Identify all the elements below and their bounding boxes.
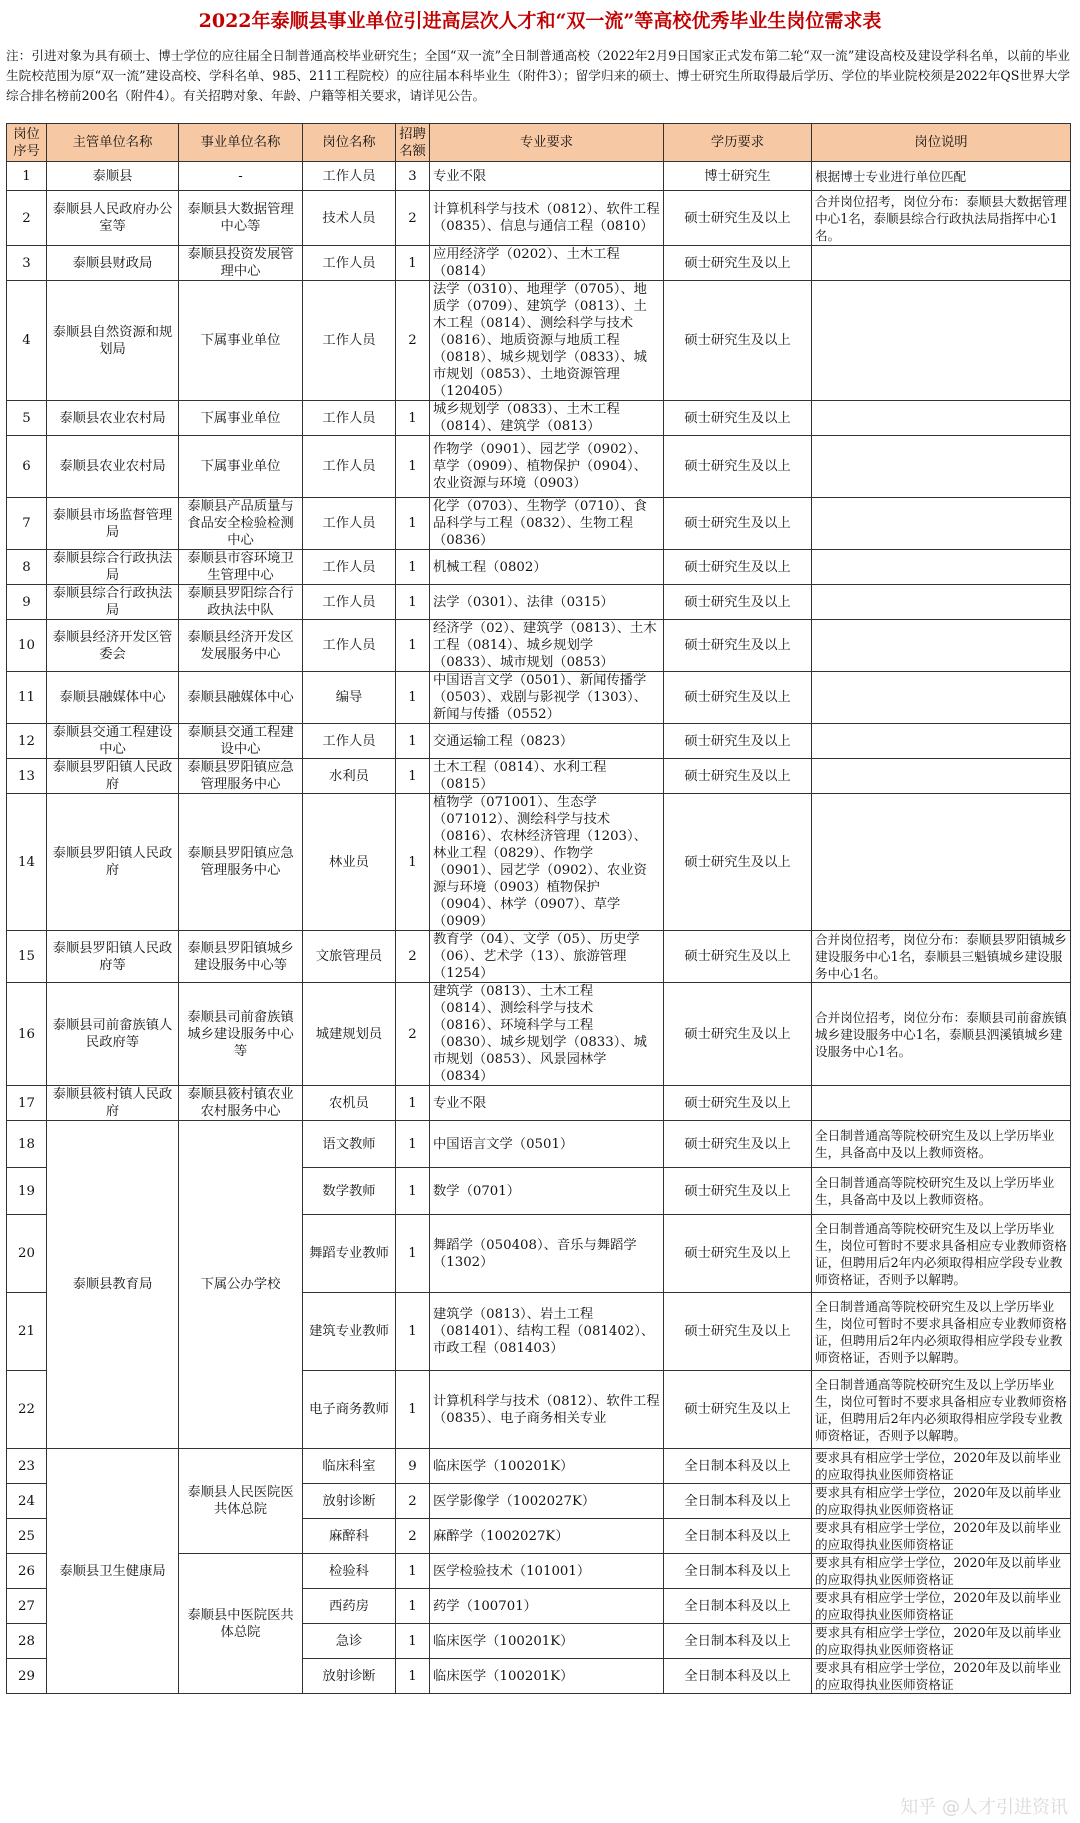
hire-count: 1 [396,794,430,931]
table-row [7,585,1071,620]
post-description [812,672,1071,724]
unit-name: 泰顺县罗阳综合行政执法中队 [179,585,303,620]
dept-name: 泰顺县卫生健康局 [47,1449,179,1694]
post-name: 工作人员 [303,281,396,401]
row-number: 10 [7,620,47,672]
hire-count: 2 [396,1484,430,1519]
dept-name: 泰顺县司前畲族镇人民政府等 [47,983,179,1086]
dept-name: 泰顺县教育局 [47,1121,179,1449]
post-name: 城建规划员 [303,983,396,1086]
post-name: 技术人员 [303,191,396,246]
dept-name: 泰顺县市场监督管理局 [47,498,179,550]
post-description [812,550,1071,585]
hire-count: 1 [396,246,430,281]
education-requirement: 全日制本科及以上 [664,1519,812,1554]
education-requirement: 硕士研究生及以上 [664,759,812,794]
major-requirement: 植物学（071001）、生态学（071012）、测绘科学与技术（0816）、农林经济管理（1203）、林业工程（0829）、作物学（0901）、园艺学（0902）、农业资源与环境（0903）植物保护（0904）、林学（0907）、草学（0909） [430,794,664,931]
major-requirement: 麻醉学（1002027K） [430,1519,664,1554]
education-requirement: 硕士研究生及以上 [664,191,812,246]
major-requirement: 城乡规划学（0833）、土木工程（0814）、建筑学（0813） [430,401,664,436]
education-requirement: 博士研究生 [664,162,812,191]
post-name: 放射诊断 [303,1484,396,1519]
column-header: 招聘名额 [396,124,430,162]
post-description [812,794,1071,931]
post-name: 建筑专业教师 [303,1293,396,1371]
column-header: 事业单位名称 [179,124,303,162]
column-header: 岗位序号 [7,124,47,162]
post-name: 工作人员 [303,585,396,620]
hire-count: 1 [396,1554,430,1589]
dept-name: 泰顺县自然资源和规划局 [47,281,179,401]
unit-name: 泰顺县罗阳镇应急管理服务中心 [179,759,303,794]
hire-count: 9 [396,1449,430,1484]
unit-name: 泰顺县罗阳镇应急管理服务中心 [179,794,303,931]
post-description: 要求具有相应学士学位，2020年及以前毕业的应取得执业医师资格证 [812,1624,1071,1659]
post-description [812,436,1071,498]
post-name: 水利员 [303,759,396,794]
hire-count: 3 [396,162,430,191]
major-requirement: 医学检验技术（101001） [430,1554,664,1589]
major-requirement: 法学（0301）、法律（0315） [430,585,664,620]
dept-name: 泰顺县综合行政执法局 [47,585,179,620]
post-description: 全日制普通高等院校研究生及以上学历毕业生，岗位可暂时不要求具备相应专业教师资格证，但聘用后2年内必须取得相应学段专业教师资格证，否则予以解聘。 [812,1215,1071,1293]
table-row [7,931,1071,983]
education-requirement: 硕士研究生及以上 [664,672,812,724]
table-row [7,162,1071,191]
unit-name: 泰顺县司前畲族镇城乡建设服务中心等 [179,983,303,1086]
table-row [7,1449,1071,1484]
unit-name: 泰顺县融媒体中心 [179,672,303,724]
unit-name: 泰顺县罗阳镇城乡建设服务中心等 [179,931,303,983]
unit-name: 泰顺县筱村镇农业农村服务中心 [179,1086,303,1121]
hire-count: 1 [396,1293,430,1371]
hire-count: 1 [396,1589,430,1624]
post-description: 全日制普通高等院校研究生及以上学历毕业生，岗位可暂时不要求具备相应专业教师资格证，但聘用后2年内必须取得相应学段专业教师资格证，否则予以解聘。 [812,1371,1071,1449]
post-description: 全日制普通高等院校研究生及以上学历毕业生，岗位可暂时不要求具备相应专业教师资格证，但聘用后2年内必须取得相应学段专业教师资格证，否则予以解聘。 [812,1293,1071,1371]
education-requirement: 硕士研究生及以上 [664,1371,812,1449]
education-requirement: 硕士研究生及以上 [664,983,812,1086]
post-name: 检验科 [303,1554,396,1589]
education-requirement: 硕士研究生及以上 [664,1086,812,1121]
post-name: 工作人员 [303,724,396,759]
post-name: 文旅管理员 [303,931,396,983]
hire-count: 1 [396,1121,430,1168]
dept-name: 泰顺县筱村镇人民政府 [47,1086,179,1121]
column-header: 岗位说明 [812,124,1071,162]
education-requirement: 硕士研究生及以上 [664,436,812,498]
row-number: 7 [7,498,47,550]
table-row [7,191,1071,246]
row-number: 23 [7,1449,47,1484]
row-number: 28 [7,1624,47,1659]
post-description [812,498,1071,550]
post-description: 合并岗位招考，岗位分布：泰顺县司前畲族镇城乡建设服务中心1名，泰顺县泗溪镇城乡建设服务中心1名。 [812,983,1071,1086]
table-row [7,983,1071,1086]
major-requirement: 计算机科学与技术（0812）、软件工程（0835）、电子商务相关专业 [430,1371,664,1449]
education-requirement: 全日制本科及以上 [664,1624,812,1659]
major-requirement: 作物学（0901）、园艺学（0902）、草学（0909）、植物保护（0904）、农业资源与环境（0903） [430,436,664,498]
education-requirement: 硕士研究生及以上 [664,1293,812,1371]
hire-count: 1 [396,498,430,550]
dept-name: 泰顺县财政局 [47,246,179,281]
hire-count: 2 [396,983,430,1086]
unit-name: 下属事业单位 [179,401,303,436]
table-row [7,550,1071,585]
unit-name: 泰顺县投资发展管理中心 [179,246,303,281]
post-description: 合并岗位招考，岗位分布：泰顺县罗阳镇城乡建设服务中心1名，泰顺县三魁镇城乡建设服务中心1名。 [812,931,1071,983]
education-requirement: 硕士研究生及以上 [664,585,812,620]
row-number: 12 [7,724,47,759]
post-description [812,620,1071,672]
education-requirement: 全日制本科及以上 [664,1589,812,1624]
major-requirement: 机械工程（0802） [430,550,664,585]
education-requirement: 硕士研究生及以上 [664,794,812,931]
dept-name: 泰顺县罗阳镇人民政府 [47,759,179,794]
unit-name: 下属公办学校 [179,1121,303,1449]
column-header: 专业要求 [430,124,664,162]
table-row [7,794,1071,931]
unit-name: 泰顺县交通工程建设中心 [179,724,303,759]
post-name: 工作人员 [303,401,396,436]
row-number: 15 [7,931,47,983]
education-requirement: 硕士研究生及以上 [664,550,812,585]
table-row [7,620,1071,672]
hire-count: 1 [396,401,430,436]
row-number: 11 [7,672,47,724]
dept-name: 泰顺县罗阳镇人民政府 [47,794,179,931]
post-name: 工作人员 [303,550,396,585]
unit-name: 泰顺县中医院医共体总院 [179,1554,303,1694]
page-title: 2022年泰顺县事业单位引进高层次人才和“双一流”等高校优秀毕业生岗位需求表 [198,10,882,32]
post-name: 放射诊断 [303,1659,396,1694]
post-description: 要求具有相应学士学位，2020年及以前毕业的应取得执业医师资格证 [812,1484,1071,1519]
major-requirement: 医学影像学（1002027K） [430,1484,664,1519]
post-description [812,1086,1071,1121]
dept-name: 泰顺县综合行政执法局 [47,550,179,585]
unit-name: 泰顺县产品质量与食品安全检验检测中心 [179,498,303,550]
hire-count: 1 [396,1168,430,1215]
hire-count: 1 [396,620,430,672]
hire-count: 1 [396,759,430,794]
row-number: 18 [7,1121,47,1168]
watermark: 知乎 @人才引进资讯 [900,1797,1068,1818]
education-requirement: 全日制本科及以上 [664,1659,812,1694]
post-description: 要求具有相应学士学位，2020年及以前毕业的应取得执业医师资格证 [812,1519,1071,1554]
row-number: 2 [7,191,47,246]
major-requirement: 计算机科学与技术（0812）、软件工程（0835）、信息与通信工程（0810） [430,191,664,246]
table-body [7,162,1071,1694]
table-row [7,1086,1071,1121]
hire-count: 2 [396,931,430,983]
post-description: 要求具有相应学士学位，2020年及以前毕业的应取得执业医师资格证 [812,1449,1071,1484]
post-name: 舞蹈专业教师 [303,1215,396,1293]
education-requirement: 硕士研究生及以上 [664,401,812,436]
post-name: 编导 [303,672,396,724]
row-number: 9 [7,585,47,620]
unit-name: 下属事业单位 [179,281,303,401]
education-requirement: 硕士研究生及以上 [664,620,812,672]
education-requirement: 硕士研究生及以上 [664,1168,812,1215]
row-number: 3 [7,246,47,281]
header-row [7,124,1071,162]
education-requirement: 硕士研究生及以上 [664,1215,812,1293]
positions-table [6,123,1071,1694]
post-name: 工作人员 [303,162,396,191]
row-number: 20 [7,1215,47,1293]
education-requirement: 全日制本科及以上 [664,1554,812,1589]
post-name: 临床科室 [303,1449,396,1484]
major-requirement: 土木工程（0814）、水利工程（0815） [430,759,664,794]
row-number: 5 [7,401,47,436]
hire-count: 1 [396,1624,430,1659]
table-row [7,246,1071,281]
hire-count: 2 [396,1519,430,1554]
post-name: 工作人员 [303,498,396,550]
major-requirement: 中国语言文学（0501）、新闻传播学（0503）、戏剧与影视学（1303）、新闻与传播（0552） [430,672,664,724]
post-description: 根据博士专业进行单位匹配 [812,162,1071,191]
table-row [7,759,1071,794]
post-name: 电子商务教师 [303,1371,396,1449]
post-description: 全日制普通高等院校研究生及以上学历毕业生，具备高中及以上教师资格。 [812,1168,1071,1215]
table-row [7,672,1071,724]
hire-count: 2 [396,281,430,401]
unit-name: 泰顺县经济开发区发展服务中心 [179,620,303,672]
post-description [812,281,1071,401]
post-name: 急诊 [303,1624,396,1659]
row-number: 29 [7,1659,47,1694]
major-requirement: 经济学（02）、建筑学（0813）、土木工程（0814）、城乡规划学（0833）、城市规划（0853） [430,620,664,672]
major-requirement: 法学（0310）、地理学（0705）、地质学（0709）、建筑学（0813）、土木工程（0814）、测绘科学与技术（0816）、地质资源与地质工程（0818）、城乡规划学（0833）、城市规划（0853）、土地资源管理（120405） [430,281,664,401]
table-row [7,498,1071,550]
row-number: 16 [7,983,47,1086]
major-requirement: 化学（0703）、生物学（0710）、食品科学与工程（0832）、生物工程（0836） [430,498,664,550]
hire-count: 1 [396,724,430,759]
table-row [7,436,1071,498]
row-number: 17 [7,1086,47,1121]
row-number: 22 [7,1371,47,1449]
row-number: 27 [7,1589,47,1624]
major-requirement: 建筑学（0813）、土木工程（0814）、测绘科学与技术（0816）、环境科学与工程（0830）、城乡规划学（0833）、城市规划（0853）、风景园林学（0834） [430,983,664,1086]
row-number: 25 [7,1519,47,1554]
row-number: 19 [7,1168,47,1215]
dept-name: 泰顺县农业农村局 [47,401,179,436]
dept-name: 泰顺县罗阳镇人民政府等 [47,931,179,983]
post-description: 要求具有相应学士学位，2020年及以前毕业的应取得执业医师资格证 [812,1659,1071,1694]
column-header: 主管单位名称 [47,124,179,162]
notice-text: 注：引进对象为具有硕士、博士学位的应往届全日制普通高校毕业研究生；全国“双一流”全日制普通高校（2022年2月9日国家正式发布第二轮“双一流”建设高校及建设学科名单，以前的毕业生院校范围为原“双一流”建设高校、学科名单、985、211工程院校）的应往届本科毕业生（附件3）；留学归来的硕士、博士研究生所取得最后学历、学位的毕业院校须是2022年QS世界大学综合排名榜前200名（附件4）。有关招聘对象、年龄、户籍等相关要求，请详见公告。 [6,48,1070,103]
hire-count: 2 [396,191,430,246]
row-number: 14 [7,794,47,931]
major-requirement: 临床医学（100201K） [430,1624,664,1659]
hire-count: 1 [396,550,430,585]
post-name: 语文教师 [303,1121,396,1168]
dept-name: 泰顺县人民政府办公室等 [47,191,179,246]
education-requirement: 硕士研究生及以上 [664,1121,812,1168]
hire-count: 1 [396,585,430,620]
post-description: 合并岗位招考，岗位分布：泰顺县大数据管理中心1名，泰顺县综合行政执法局指挥中心1名。 [812,191,1071,246]
dept-name: 泰顺县经济开发区管委会 [47,620,179,672]
row-number: 21 [7,1293,47,1371]
hire-count: 1 [396,1659,430,1694]
column-header: 学历要求 [664,124,812,162]
hire-count: 1 [396,1371,430,1449]
post-name: 工作人员 [303,246,396,281]
table-row [7,1121,1071,1168]
education-requirement: 硕士研究生及以上 [664,281,812,401]
row-number: 13 [7,759,47,794]
post-description [812,401,1071,436]
dept-name: 泰顺县交通工程建设中心 [47,724,179,759]
major-requirement: 交通运输工程（0823） [430,724,664,759]
major-requirement: 教育学（04）、文学（05）、历史学（06）、艺术学（13）、旅游管理（1254） [430,931,664,983]
dept-name: 泰顺县农业农村局 [47,436,179,498]
major-requirement: 舞蹈学（050408）、音乐与舞蹈学（1302） [430,1215,664,1293]
unit-name: - [179,162,303,191]
major-requirement: 建筑学（0813）、岩土工程（081401）、结构工程（081402）、市政工程（081403） [430,1293,664,1371]
post-name: 林业员 [303,794,396,931]
unit-name: 泰顺县市容环境卫生管理中心 [179,550,303,585]
table-row [7,281,1071,401]
post-name: 农机员 [303,1086,396,1121]
hire-count: 1 [396,1086,430,1121]
row-number: 1 [7,162,47,191]
post-name: 工作人员 [303,620,396,672]
post-description [812,759,1071,794]
major-requirement: 专业不限 [430,162,664,191]
post-description [812,246,1071,281]
post-description: 全日制普通高等院校研究生及以上学历毕业生，具备高中及以上教师资格。 [812,1121,1071,1168]
major-requirement: 数学（0701） [430,1168,664,1215]
major-requirement: 专业不限 [430,1086,664,1121]
row-number: 8 [7,550,47,585]
education-requirement: 全日制本科及以上 [664,1484,812,1519]
row-number: 6 [7,436,47,498]
table-row [7,401,1071,436]
unit-name: 泰顺县人民医院医共体总院 [179,1449,303,1554]
education-requirement: 硕士研究生及以上 [664,724,812,759]
dept-name: 泰顺县融媒体中心 [47,672,179,724]
post-description [812,724,1071,759]
unit-name: 泰顺县大数据管理中心等 [179,191,303,246]
column-header: 岗位名称 [303,124,396,162]
major-requirement: 中国语言文学（0501） [430,1121,664,1168]
hire-count: 1 [396,436,430,498]
unit-name: 下属事业单位 [179,436,303,498]
table-header [7,124,1071,162]
post-description: 要求具有相应学士学位，2020年及以前毕业的应取得执业医师资格证 [812,1589,1071,1624]
major-requirement: 临床医学（100201K） [430,1659,664,1694]
post-description: 要求具有相应学士学位，2020年及以前毕业的应取得执业医师资格证 [812,1554,1071,1589]
education-requirement: 硕士研究生及以上 [664,246,812,281]
post-name: 麻醉科 [303,1519,396,1554]
education-requirement: 硕士研究生及以上 [664,498,812,550]
dept-name: 泰顺县 [47,162,179,191]
row-number: 26 [7,1554,47,1589]
education-requirement: 全日制本科及以上 [664,1449,812,1484]
post-description [812,585,1071,620]
major-requirement: 临床医学（100201K） [430,1449,664,1484]
post-name: 数学教师 [303,1168,396,1215]
post-name: 工作人员 [303,436,396,498]
major-requirement: 应用经济学（0202）、土木工程（0814） [430,246,664,281]
table-row [7,724,1071,759]
hire-count: 1 [396,1215,430,1293]
major-requirement: 药学（100701） [430,1589,664,1624]
post-name: 西药房 [303,1589,396,1624]
education-requirement: 硕士研究生及以上 [664,931,812,983]
row-number: 4 [7,281,47,401]
hire-count: 1 [396,672,430,724]
row-number: 24 [7,1484,47,1519]
